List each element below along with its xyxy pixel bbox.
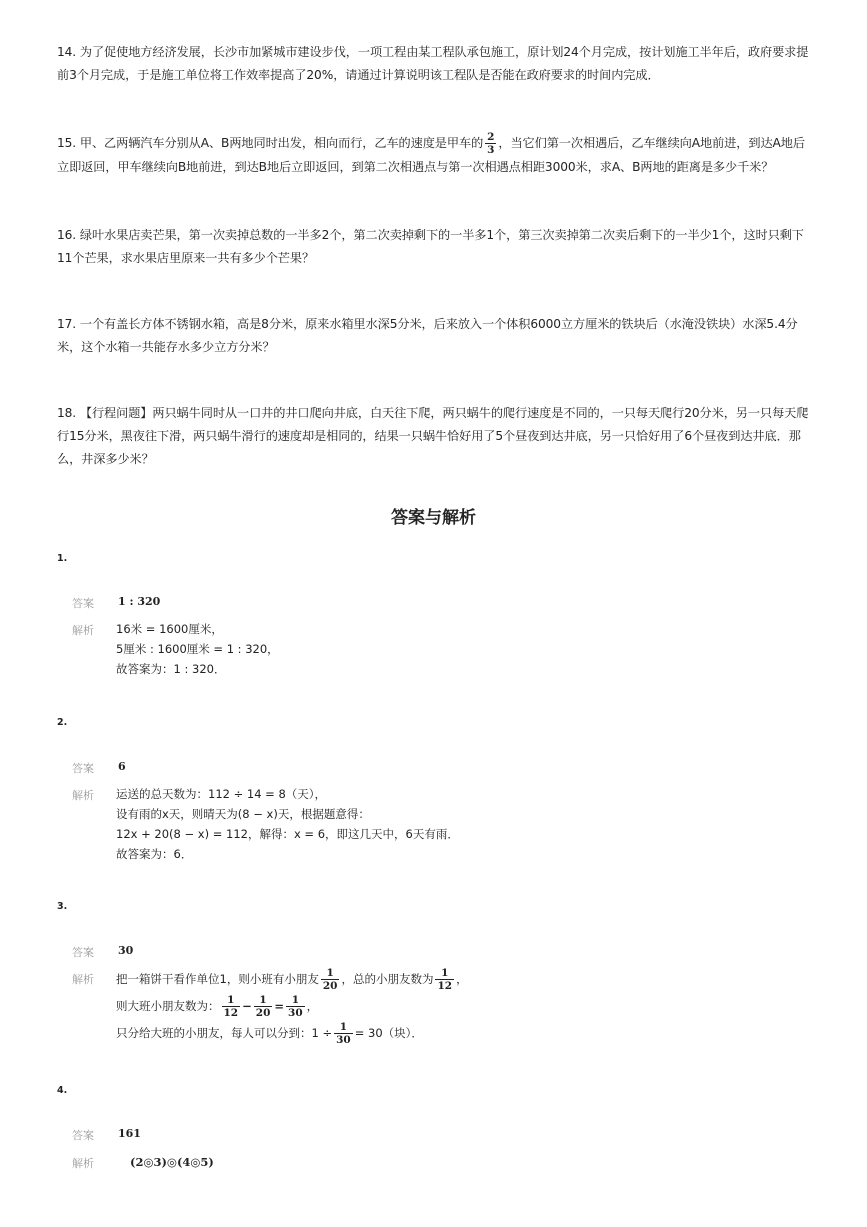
answer-number: 1. [57, 553, 68, 564]
answer-label: 答案 [72, 1129, 94, 1142]
analysis-label: 解析 [72, 624, 94, 637]
analysis-line: 设有雨的x天，则晴天为(8 − x)天，根据题意得： [116, 807, 370, 821]
answer-value: 1 : 320 [118, 595, 161, 608]
answer-number: 3. [57, 901, 68, 912]
analysis-line: 12x + 20(8 − x) = 112，解得：x = 6，即这几天中，6天有雨． [116, 827, 459, 841]
analysis-label: 解析 [72, 973, 94, 986]
answer-label: 答案 [72, 946, 94, 959]
answer-number: 2. [57, 717, 68, 728]
question-14 [57, 41, 809, 87]
question-18-text: 18. 【行程问题】两只蜗牛同时从一口井的井口爬向井底，白天往下爬，两只蜗牛的爬行速度是不同的，一只每天爬行20分米，另一只每天爬行15分米，黑夜往下滑，两只蜗牛滑行的速度却是相同的，结果一只蜗牛恰好用了5个昼夜到达井底，另一只恰好用了6个昼夜到达井底．那么，井深多少米？ [57, 406, 809, 466]
section-title: 答案与解析 [391, 508, 476, 528]
fraction: $\frac{1}{30}$ [336, 1021, 351, 1046]
question-16 [57, 224, 809, 270]
answer-number: 4. [57, 1085, 68, 1096]
answer-value: 161 [118, 1127, 141, 1140]
question-14-text: 14. 为了促使地方经济发展，长沙市加紧城市建设步伐，一项工程由某工程队承包施工，原计划24个月完成，按计划施工半年后，政府要求提前3个月完成，于是施工单位将工作效率提高了20%，请通过计算说明该工程队是否能在政府要求的时间内完成． [57, 45, 809, 82]
analysis-label: 解析 [72, 789, 94, 802]
answer-label: 答案 [72, 597, 94, 610]
analysis-line: 16米 = 1600厘米， [116, 622, 223, 636]
analysis-line: 5厘米 : 1600厘米 = 1 : 320， [116, 642, 279, 656]
answer-value: 6 [118, 760, 126, 773]
analysis-line: (2◎3)◎(4◎5) [130, 1155, 214, 1169]
fraction-two-thirds: $\frac{2}{3}$ [487, 131, 495, 156]
analysis-line: 只分给大班的小朋友，每人可以分到：1 ÷ $\frac{1}{30}$ = 30（块）． [116, 1021, 423, 1046]
analysis-line: 故答案为：6． [116, 847, 193, 861]
fraction: $\frac{1}{12}$ [437, 967, 453, 992]
question-17-text: 17. 一个有盖长方体不锈钢水箱，高是8分米，原来水箱里水深5分米，后来放入一个体积6000立方厘米的铁块后（水淹没铁块）水深5.4分米，这个水箱一共能存水多少立方分米？ [57, 317, 798, 354]
question-15-text: 15. 甲、乙两辆汽车分别从A、B两地同时出发，相向而行，乙车的速度是甲车的 $\frac{2}{3}$ ，当它们第一次相遇后，乙车继续向A地前进，到达A地后立即返回，甲车继续向B地前进，到达B地后立即返回，到第二次相遇点与第一次相遇点相距3000米，求A、B两地的距离是多少千米？ [57, 131, 805, 174]
analysis-line: 故答案为：1 : 320． [116, 662, 226, 676]
answer-value: 30 [118, 944, 134, 957]
question-17 [57, 313, 809, 359]
question-16-text: 16. 绿叶水果店卖芒果，第一次卖掉总数的一半多2个，第二次卖掉剩下的一半多1个，第三次卖掉第二次卖后剩下的一半少1个，这时只剩下11个芒果，求水果店里原来一共有多少个芒果？ [57, 228, 804, 265]
fraction: $\frac{1}{12}$ [223, 994, 239, 1019]
analysis-line: 运送的总天数为：112 ÷ 14 = 8（天）， [116, 787, 327, 801]
answer-label: 答案 [72, 762, 94, 775]
fraction: $\frac{1}{30}$ [288, 994, 303, 1019]
analysis-line: 则大班小朋友数为： $\frac{1}{12}$ − $\frac{1}{20}$ = $\frac{1}{30}$ ， [116, 994, 319, 1019]
analysis-label: 解析 [72, 1157, 94, 1170]
question-15 [57, 131, 809, 179]
fraction: $\frac{1}{20}$ [255, 994, 271, 1019]
analysis-line: 把一箱饼干看作单位1，则小班有小朋友 $\frac{1}{20}$ ，总的小朋友数为 $\frac{1}{12}$ ， [116, 967, 468, 992]
question-18 [57, 402, 809, 471]
fraction: $\frac{1}{20}$ [322, 967, 338, 992]
